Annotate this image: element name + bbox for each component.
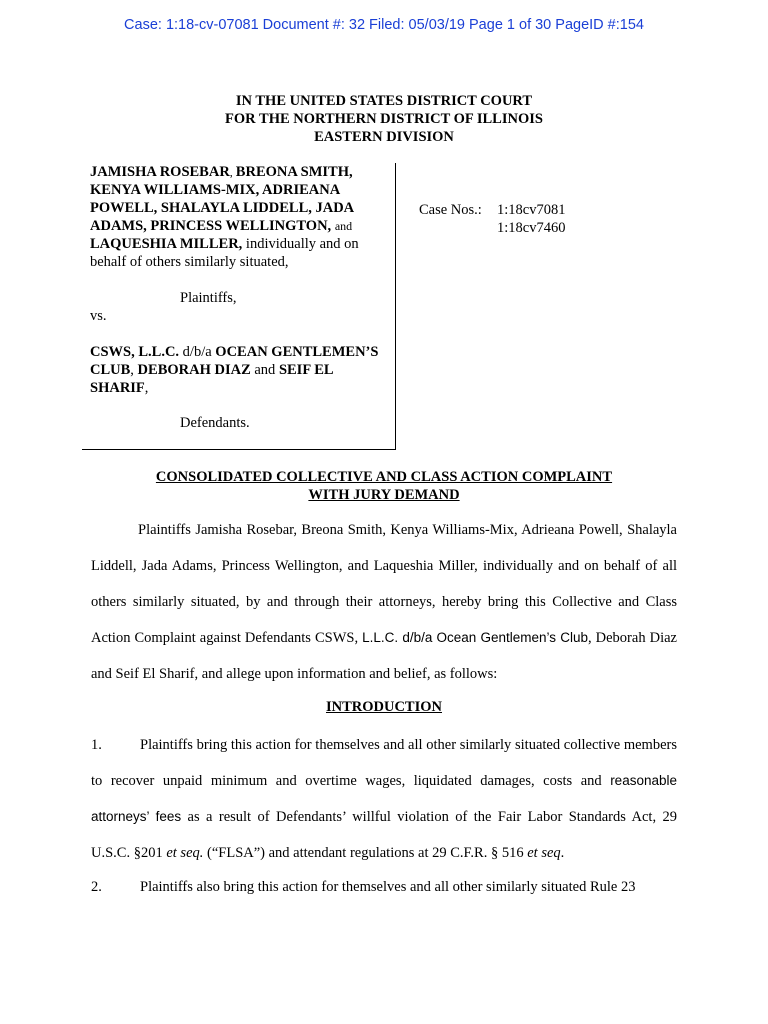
paragraph-text: (“FLSA”) and attendant regulations at 29 C.F.R. § 516 <box>203 845 528 861</box>
paragraph-number: 1. <box>91 737 102 753</box>
versus: vs. <box>90 308 107 324</box>
plaintiffs-block <box>90 163 394 271</box>
intro-text: , Deborah Diaz and Seif El Sharif, and allege upon information and belief, as follows: <box>91 630 677 682</box>
court-line-1: IN THE UNITED STATES DISTRICT COURT <box>235 93 533 109</box>
plaintiff-name: LAQUESHIA MILLER, <box>90 236 243 252</box>
title-line-1: CONSOLIDATED COLLECTIVE AND CLASS ACTION COMPLAINT <box>155 469 613 485</box>
plaintiff-names: BREONA SMITH, KENYA WILLIAMS-MIX, ADRIEANA POWELL, SHALAYLA LIDDELL, JADA ADAMS, PRINCESS WELLINGTON, <box>90 164 354 234</box>
and-word: and <box>250 362 279 378</box>
citation-italic: et seq. <box>166 845 204 861</box>
paragraph-1 <box>91 727 677 871</box>
document-title <box>0 468 768 504</box>
intro-defendant-text: L.L.C. d/b/a Ocean Gentlemen’s Club <box>362 630 588 645</box>
paragraph-text: Plaintiffs also bring this action for themselves and all other similarly situated Rule 23 <box>140 879 636 895</box>
defendant-name: OCEAN GENTLEMEN’S CLUB <box>90 344 379 378</box>
case-number: 1:18cv7460 <box>497 220 566 236</box>
dba-text: d/b/a <box>179 344 216 360</box>
section-heading: INTRODUCTION <box>325 699 442 715</box>
intro-text: Plaintiffs Jamisha Rosebar, Breona Smith, Kenya Williams-Mix, Adrieana Powell, Shalayla Liddell, Jada Adams, Princess Wellington, and Laqueshia Miller, individually and on behalf of all others similarly situated, by and through their attorneys, hereby bring this Collective and Class Action Complaint against Defendants CSWS, <box>91 522 677 646</box>
paragraph-2 <box>91 869 677 905</box>
defendant-name: DEBORAH DIAZ <box>137 362 251 378</box>
citation-italic: et seq <box>527 845 561 861</box>
defendants-block <box>90 343 394 397</box>
court-heading <box>0 92 768 146</box>
plaintiff-suffix: individually and on behalf of others similarly situated, <box>90 236 359 270</box>
paragraph-text: . <box>560 845 565 861</box>
court-line-3: EASTERN DIVISION <box>314 129 454 145</box>
paragraph-text: reasonable attorneys’ fees <box>91 773 677 824</box>
separator: , <box>229 165 236 179</box>
plaintiffs-label: Plaintiffs, <box>180 290 237 306</box>
and-word: and <box>334 219 353 233</box>
defendant-name: CSWS, L.L.C. <box>90 344 180 360</box>
intro-paragraph <box>91 512 677 692</box>
case-numbers <box>419 201 565 237</box>
court-line-2: FOR THE NORTHERN DISTRICT OF ILLINOIS <box>225 111 543 127</box>
case-nos-label: Case Nos.: <box>419 202 482 218</box>
paragraph-text: as a result of Defendants’ willful violation of the Fair Labor Standards Act, 29 U.S.C. §201 <box>91 809 677 861</box>
defendant-name: SEIF EL SHARIF <box>90 362 333 396</box>
separator: , <box>130 362 138 378</box>
title-line-2: WITH JURY DEMAND <box>308 487 460 503</box>
defendants-label: Defendants. <box>180 415 250 431</box>
case-caption <box>82 163 396 450</box>
plaintiff-name: JAMISHA ROSEBAR <box>90 164 230 180</box>
separator: , <box>144 380 149 396</box>
case-number: 1:18cv7081 <box>497 202 566 218</box>
case-header-line: Case: 1:18-cv-07081 Document #: 32 Filed: 05/03/19 Page 1 of 30 PageID #:154 <box>124 17 644 33</box>
paragraph-text: Plaintiffs bring this action for themselves and all other similarly situated collective members to recover unpaid minimum and overtime wages, liquidated damages, costs and <box>91 737 677 789</box>
paragraph-number: 2. <box>91 879 102 895</box>
